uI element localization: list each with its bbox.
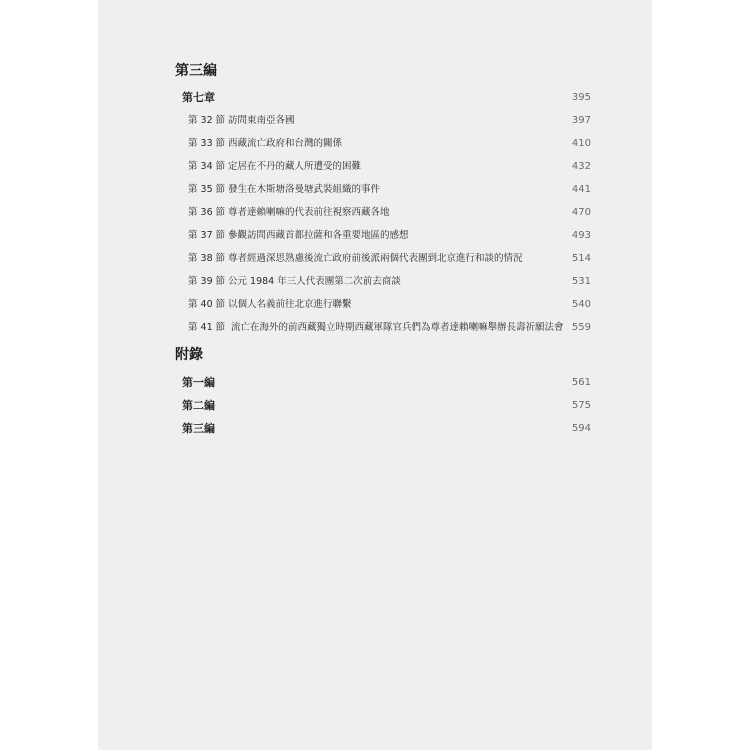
chapter-label: 第七章 [182,91,215,104]
toc-section-row[interactable] [188,274,591,290]
section-label [188,297,352,313]
toc-appendix-row[interactable] [182,375,591,391]
page-number: 514 [571,253,591,264]
section-label [188,274,401,290]
page-number: 493 [571,230,591,241]
toc-appendix-row[interactable] [182,398,591,414]
section-title: 尊者經過深思熟慮後流亡政府前後派兩個代表團到北京進行和談的情況 [228,253,523,264]
section-label [188,251,523,267]
toc-section-row[interactable] [188,228,591,244]
section-title: 參觀訪問西藏首都拉薩和各重要地區的感想 [228,230,409,241]
section-label [188,182,380,198]
page-number: 559 [571,322,591,333]
appendix-item-label: 第二編 [182,399,215,412]
section-number: 第 40 節 [188,299,226,310]
page-number: 470 [571,207,591,218]
section-title: 公元 1984 年三人代表團第二次前去商談 [228,276,401,287]
section-title: 定居在不丹的藏人所遭受的困難 [228,161,362,172]
section-number: 第 34 節 [188,161,226,172]
section-number: 第 39 節 [188,276,226,287]
section-label [188,205,390,221]
page-number: 531 [571,276,591,287]
section-title: 尊者達賴喇嘛的代表前往視察西藏各地 [228,207,390,218]
section-label [188,136,342,152]
appendix-item-label: 第三編 [182,422,215,435]
part-heading: 第三編 [175,63,217,79]
section-title: 流亡在海外的前西藏獨立時期西藏軍隊官兵們為尊者達賴喇嘛舉辦長壽祈願法會 [228,322,564,333]
section-title: 發生在木斯塘洛曼塘武裝組織的事件 [228,184,381,195]
appendix-item-label: 第一編 [182,376,215,389]
section-title: 西藏流亡政府和台灣的關係 [228,138,343,149]
page-number: 594 [571,423,591,434]
page-number: 397 [571,115,591,126]
toc-section-row[interactable] [188,159,591,175]
toc-section-row[interactable] [188,251,591,267]
section-label [188,228,409,244]
document-page [98,0,652,750]
page-number: 432 [571,161,591,172]
toc-section-row[interactable] [188,297,591,313]
section-number: 第 37 節 [188,230,226,241]
toc-chapter-row[interactable] [182,90,591,106]
page-number: 410 [571,138,591,149]
section-number: 第 33 節 [188,138,226,149]
toc-section-row[interactable] [188,136,591,152]
section-number: 第 35 節 [188,184,226,195]
section-label [188,113,295,129]
section-number: 第 41 節 [188,322,226,333]
page-number: 395 [571,92,591,103]
page-number: 561 [571,377,591,388]
section-title: 以個人名義前往北京進行聯繫 [228,299,352,310]
page-number: 540 [571,299,591,310]
section-title: 訪問東南亞各國 [228,115,295,126]
section-number: 第 38 節 [188,253,226,264]
page-number: 575 [571,400,591,411]
toc-appendix-row[interactable] [182,421,591,437]
section-number: 第 32 節 [188,115,226,126]
appendix-heading: 附錄 [175,347,203,363]
toc-section-row[interactable] [188,182,591,198]
page-number: 441 [571,184,591,195]
section-label [188,159,361,175]
toc-section-row[interactable] [188,113,591,129]
section-label [188,320,564,336]
toc-section-row[interactable] [188,205,591,221]
toc-section-row[interactable] [188,320,591,336]
section-number: 第 36 節 [188,207,226,218]
